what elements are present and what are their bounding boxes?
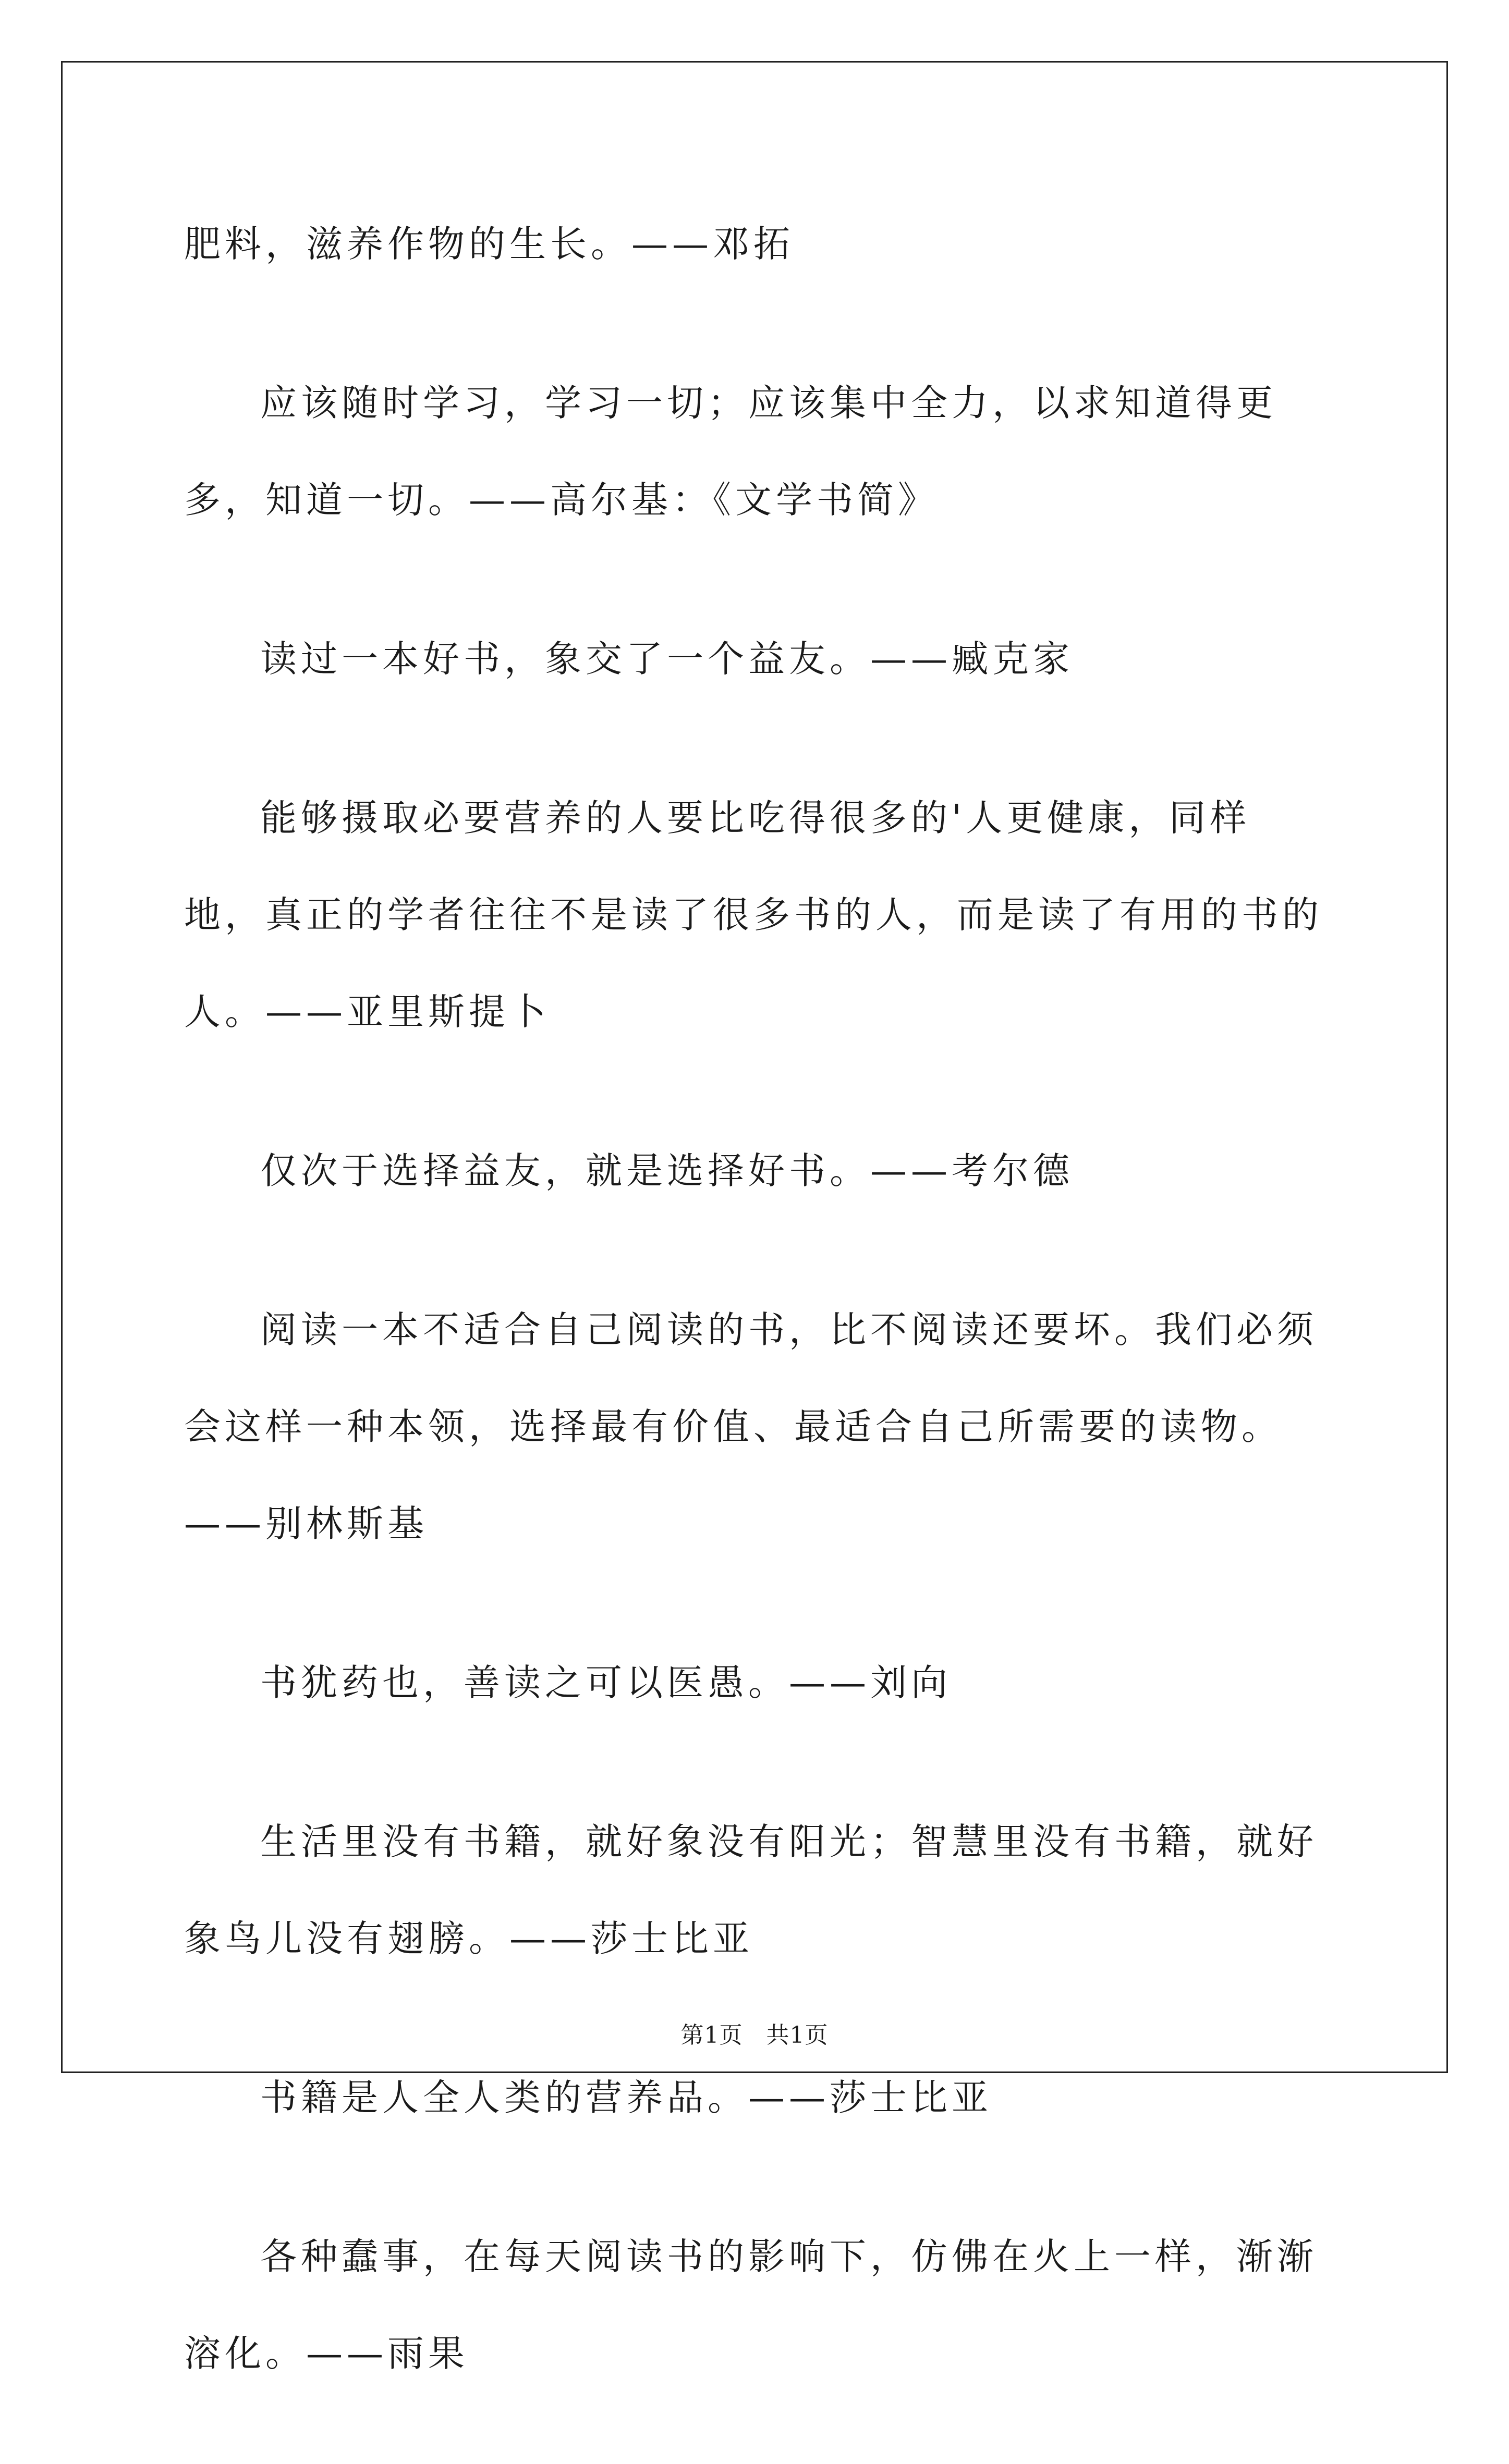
paragraph-8: 生活里没有书籍，就好象没有阳光；智慧里没有书籍，就好象鸟儿没有翅膀。——莎士比亚 — [184, 1820, 1318, 1960]
paragraph-3: 读过一本好书，象交了一个益友。——臧克家 — [260, 638, 1074, 680]
paragraph-4: 能够摄取必要营养的人要比吃得很多的'人更健康，同样地，真正的学者往往不是读了很多书的人，而是读了有用的书的人。——亚里斯提卜 — [184, 796, 1323, 1033]
paragraph-7: 书犹药也，善读之可以医愚。——刘向 — [260, 1661, 952, 1704]
paragraph-10: 各种蠢事，在每天阅读书的影响下，仿佛在火上一样，渐渐溶化。——雨果 — [184, 2235, 1318, 2375]
paragraph-2: 应该随时学习，学习一切；应该集中全力，以求知道得更多，知道一切。——高尔基：《文学书简》 — [184, 382, 1277, 521]
paragraph-5: 仅次于选择益友，就是选择好书。——考尔德 — [260, 1149, 1074, 1192]
paragraph-6: 阅读一本不适合自己阅读的书，比不阅读还要坏。我们必须会这样一种本领，选择最有价值、最适合自己所需要的读物。——别林斯基 — [184, 1308, 1318, 1545]
paragraph-9: 书籍是人全人类的营养品。——莎士比亚 — [260, 2076, 992, 2119]
page-number-footer: 第1页 共1页 — [680, 2022, 829, 2049]
paragraph-1: 肥料，滋养作物的生长。——邓拓 — [184, 223, 794, 265]
document-body — [184, 195, 1331, 2464]
